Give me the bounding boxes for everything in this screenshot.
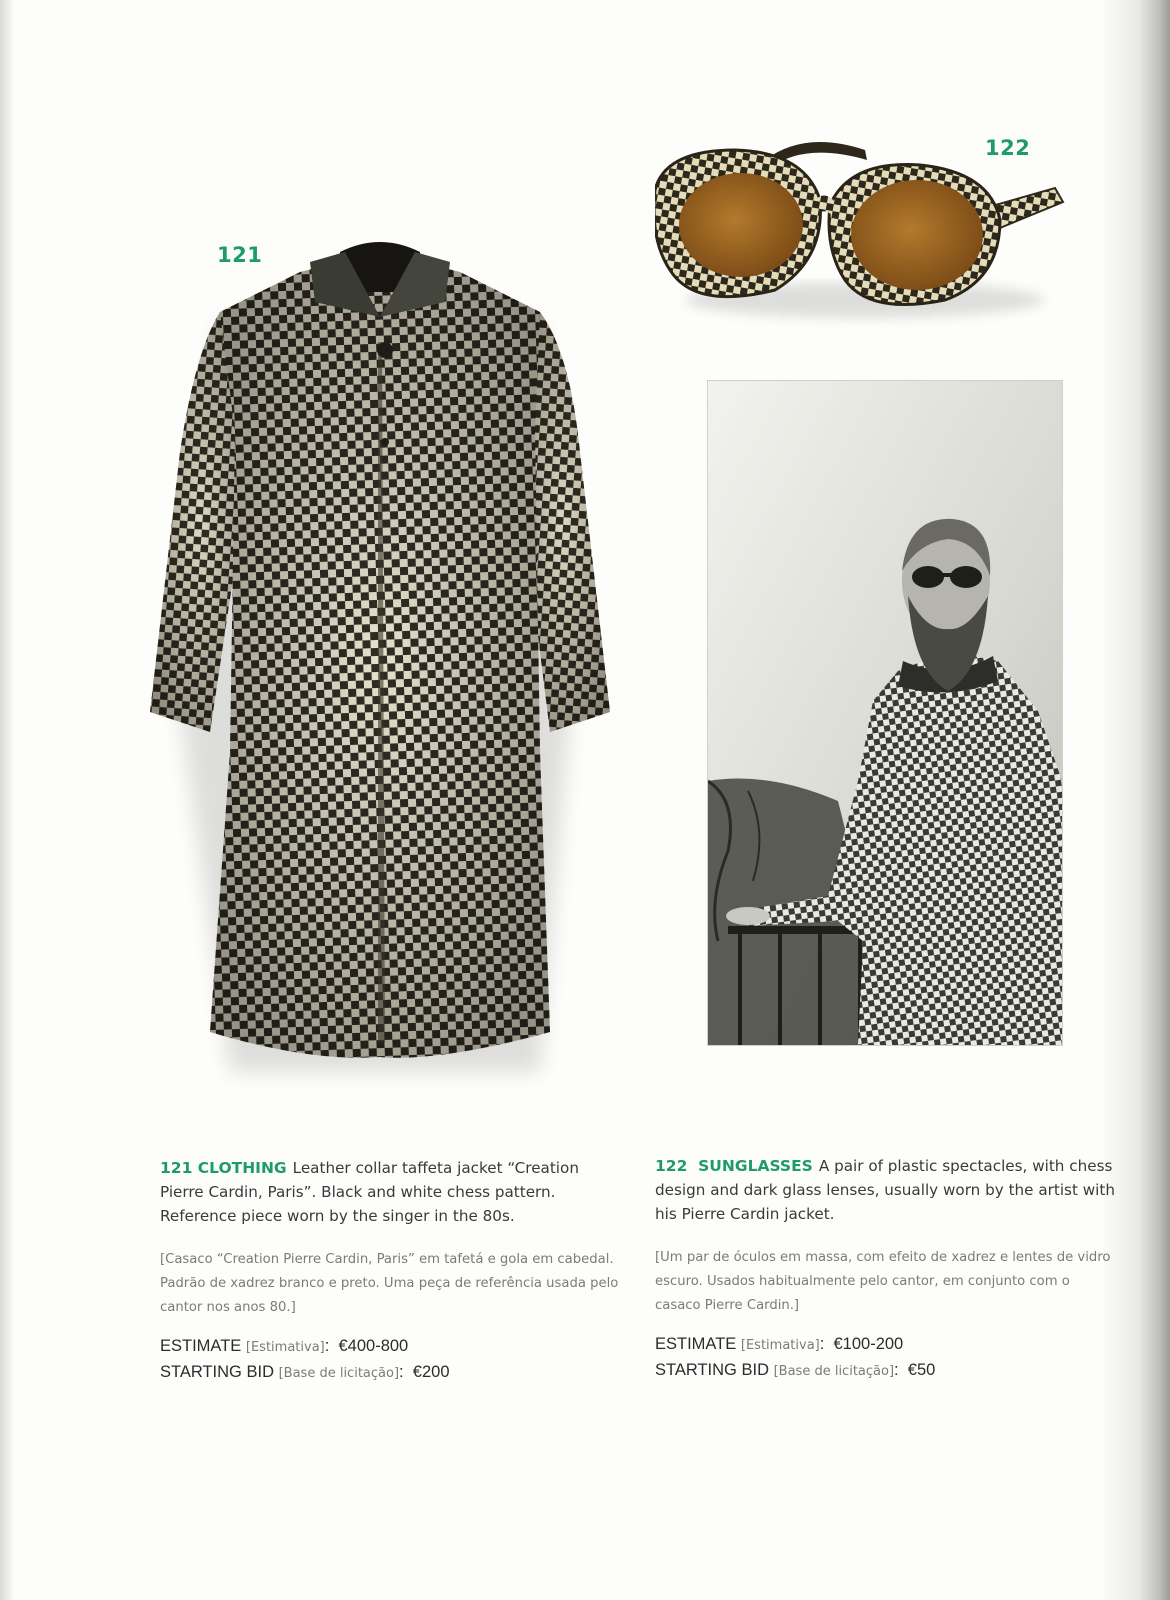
estimate-label-pt: [Estimativa] [740, 1338, 820, 1353]
estimate-label: ESTIMATE [160, 1337, 242, 1355]
lot-121-description-block [160, 1156, 620, 1228]
page-edge-left [0, 0, 14, 1600]
lot-122-number: 122 [985, 136, 1031, 160]
lot-122-starting-bid: STARTING BID [Base de licitação]: €50 [655, 1361, 936, 1379]
estimate-label-pt: [Estimativa] [245, 1340, 325, 1355]
coat-photo [140, 232, 620, 1092]
starting-bid-label-pt: [Base de licitação] [278, 1366, 400, 1381]
starting-bid-label: STARTING BID [160, 1363, 274, 1381]
lot-121-description: Leather collar taffeta jacket “Creation Pierre Cardin, Paris”. Black and white chess pattern. Reference piece worn by the singer in the 80s. [160, 1159, 579, 1225]
lot-121-caption [160, 1156, 620, 1386]
lot-122-description: A pair of plastic spectacles, with chess design and dark glass lenses, usually worn by the artist with his Pierre Cardin jacket. [655, 1157, 1115, 1223]
estimate-value: €400-800 [338, 1337, 409, 1355]
lot-122-caption [655, 1154, 1115, 1384]
starting-bid-value: €200 [412, 1363, 450, 1381]
lot-122-prices [655, 1332, 1115, 1384]
lot-122-description-pt: [Um par de óculos em massa, com efeito de xadrez e lentes de vidro escuro. Usados habitualmente pelo cantor, em conjunto com o casaco Pierre Cardin.] [655, 1250, 1111, 1313]
sunglasses-photo [655, 130, 1085, 330]
lot-122-description-block [655, 1154, 1115, 1226]
artist-photo [707, 380, 1063, 1046]
lot-121-title: 121 CLOTHING [160, 1159, 287, 1177]
estimate-label: ESTIMATE [655, 1335, 737, 1353]
starting-bid-value: €50 [907, 1361, 936, 1379]
starting-bid-label-pt: [Base de licitação] [773, 1364, 895, 1379]
lot-121-starting-bid: STARTING BID [Base de licitação]: €200 [160, 1363, 450, 1381]
lot-121-prices [160, 1334, 620, 1386]
lot-121-number: 121 [217, 243, 263, 267]
lot-122-estimate: ESTIMATE [Estimativa]: €100-200 [655, 1335, 904, 1353]
lot-121-description-pt: [Casaco “Creation Pierre Cardin, Paris” em tafetá e gola em cabedal. Padrão de xadrez branco e preto. Uma peça de referência usada pelo cantor nos anos 80.] [160, 1252, 619, 1315]
lot-122-title: 122 SUNGLASSES [655, 1157, 813, 1175]
starting-bid-label: STARTING BID [655, 1361, 769, 1379]
lot-121-estimate: ESTIMATE [Estimativa]: €400-800 [160, 1337, 409, 1355]
estimate-value: €100-200 [833, 1335, 904, 1353]
